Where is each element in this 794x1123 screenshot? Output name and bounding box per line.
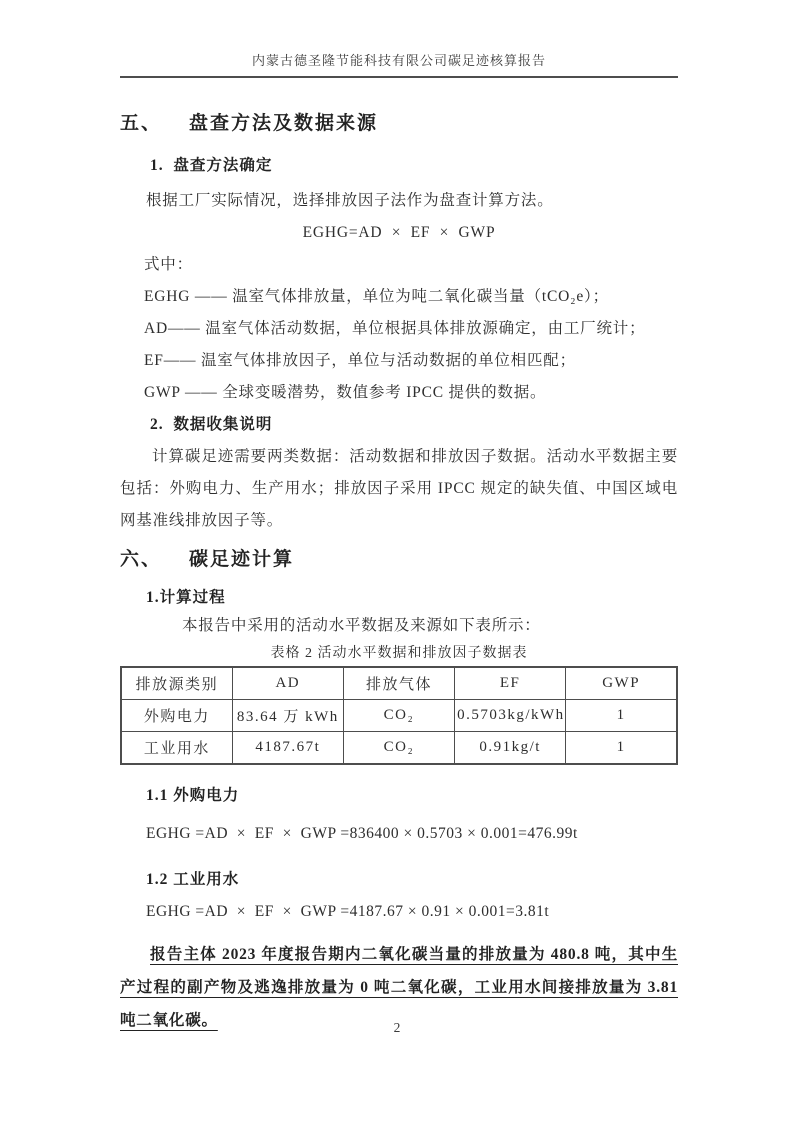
conclusion-paragraph: 报告主体 2023 年度报告期内二氧化碳当量的排放量为 480.8 吨，其中生产过程的副产物及逃逸排放量为 0 吨二氧化碳，工业用水间接排放量为 3.81 吨二氧化碳。 [120, 946, 678, 1029]
table-cell: 0.91kg/t [455, 732, 566, 765]
method-intro-paragraph: 根据工厂实际情况，选择排放因子法作为盘查计算方法。 [146, 192, 554, 209]
table-intro-paragraph: 本报告中采用的活动水平数据及来源如下表所示： [182, 617, 541, 634]
page-number: 2 [393, 1020, 401, 1035]
subheading-data-collection: 2. 数据收集说明 [150, 416, 273, 433]
section-heading-methods [120, 111, 678, 137]
table-header-row [121, 667, 677, 700]
electricity-calculation: EGHG =AD × EF × GWP =836400 × 0.5703 × 0.001=476.99t [146, 825, 578, 842]
subheading-purchased-electricity: 1.1 外购电力 [146, 787, 240, 804]
table-cell: 0.5703kg/kWh [455, 700, 566, 732]
table-cell: 83.64 万 kWh [232, 700, 343, 732]
subheading-calc-process: 1.计算过程 [146, 589, 226, 606]
definition-ad: AD—— 温室气体活动数据，单位根据具体排放源确定，由工厂统计； [144, 320, 646, 337]
table-header-cell: 排放气体 [343, 667, 454, 700]
table-header-cell: 排放源类别 [121, 667, 232, 700]
running-header [120, 0, 678, 78]
table-row [121, 732, 677, 765]
water-calculation: EGHG =AD × EF × GWP =4187.67 × 0.91 × 0.001=3.81t [146, 903, 550, 920]
table-caption: 表格 2 活动水平数据和排放因子数据表 [270, 646, 528, 661]
table-cell: 4187.67t [232, 732, 343, 765]
table-cell: 外购电力 [121, 700, 232, 732]
definition-gwp: GWP —— 全球变暖潜势，数值参考 IPCC 提供的数据。 [144, 384, 547, 401]
table-header-cell: EF [455, 667, 566, 700]
table-header-cell: AD [232, 667, 343, 700]
section-title: 碳足迹计算 [189, 549, 295, 570]
section-title: 盘查方法及数据来源 [189, 113, 379, 134]
table-cell: 工业用水 [121, 732, 232, 765]
definition-eghg: EGHG —— 温室气体排放量，单位为吨二氧化碳当量（tCO₂e）； [144, 288, 609, 305]
formula-where-label: 式中： [144, 256, 193, 273]
section-heading-footprint-calc [120, 546, 678, 574]
table-header-cell: GWP [566, 667, 677, 700]
data-collection-paragraph: 计算碳足迹需要两类数据：活动数据和排放因子数据。活动水平数据主要包括：外购电力、生产用水；排放因子采用 IPCC 规定的缺失值、中国区域电网基准线排放因子等。 [120, 448, 678, 529]
subheading-method-determination: 1. 盘查方法确定 [150, 157, 273, 174]
table-cell: CO₂ [343, 732, 454, 765]
table-cell: 1 [566, 700, 677, 732]
running-header-title: 内蒙古德圣隆节能科技有限公司碳足迹核算报告 [251, 53, 546, 68]
subheading-industrial-water: 1.2 工业用水 [146, 871, 240, 888]
table-cell: CO₂ [343, 700, 454, 732]
table-row [121, 700, 677, 732]
section-number: 六、 [120, 549, 163, 570]
definition-ef: EF—— 温室气体排放因子，单位与活动数据的单位相匹配； [144, 352, 576, 369]
table-cell: 1 [566, 732, 677, 765]
section-number: 五、 [120, 113, 163, 134]
emission-formula: EGHG=AD × EF × GWP [302, 224, 496, 241]
activity-data-table [120, 666, 678, 765]
